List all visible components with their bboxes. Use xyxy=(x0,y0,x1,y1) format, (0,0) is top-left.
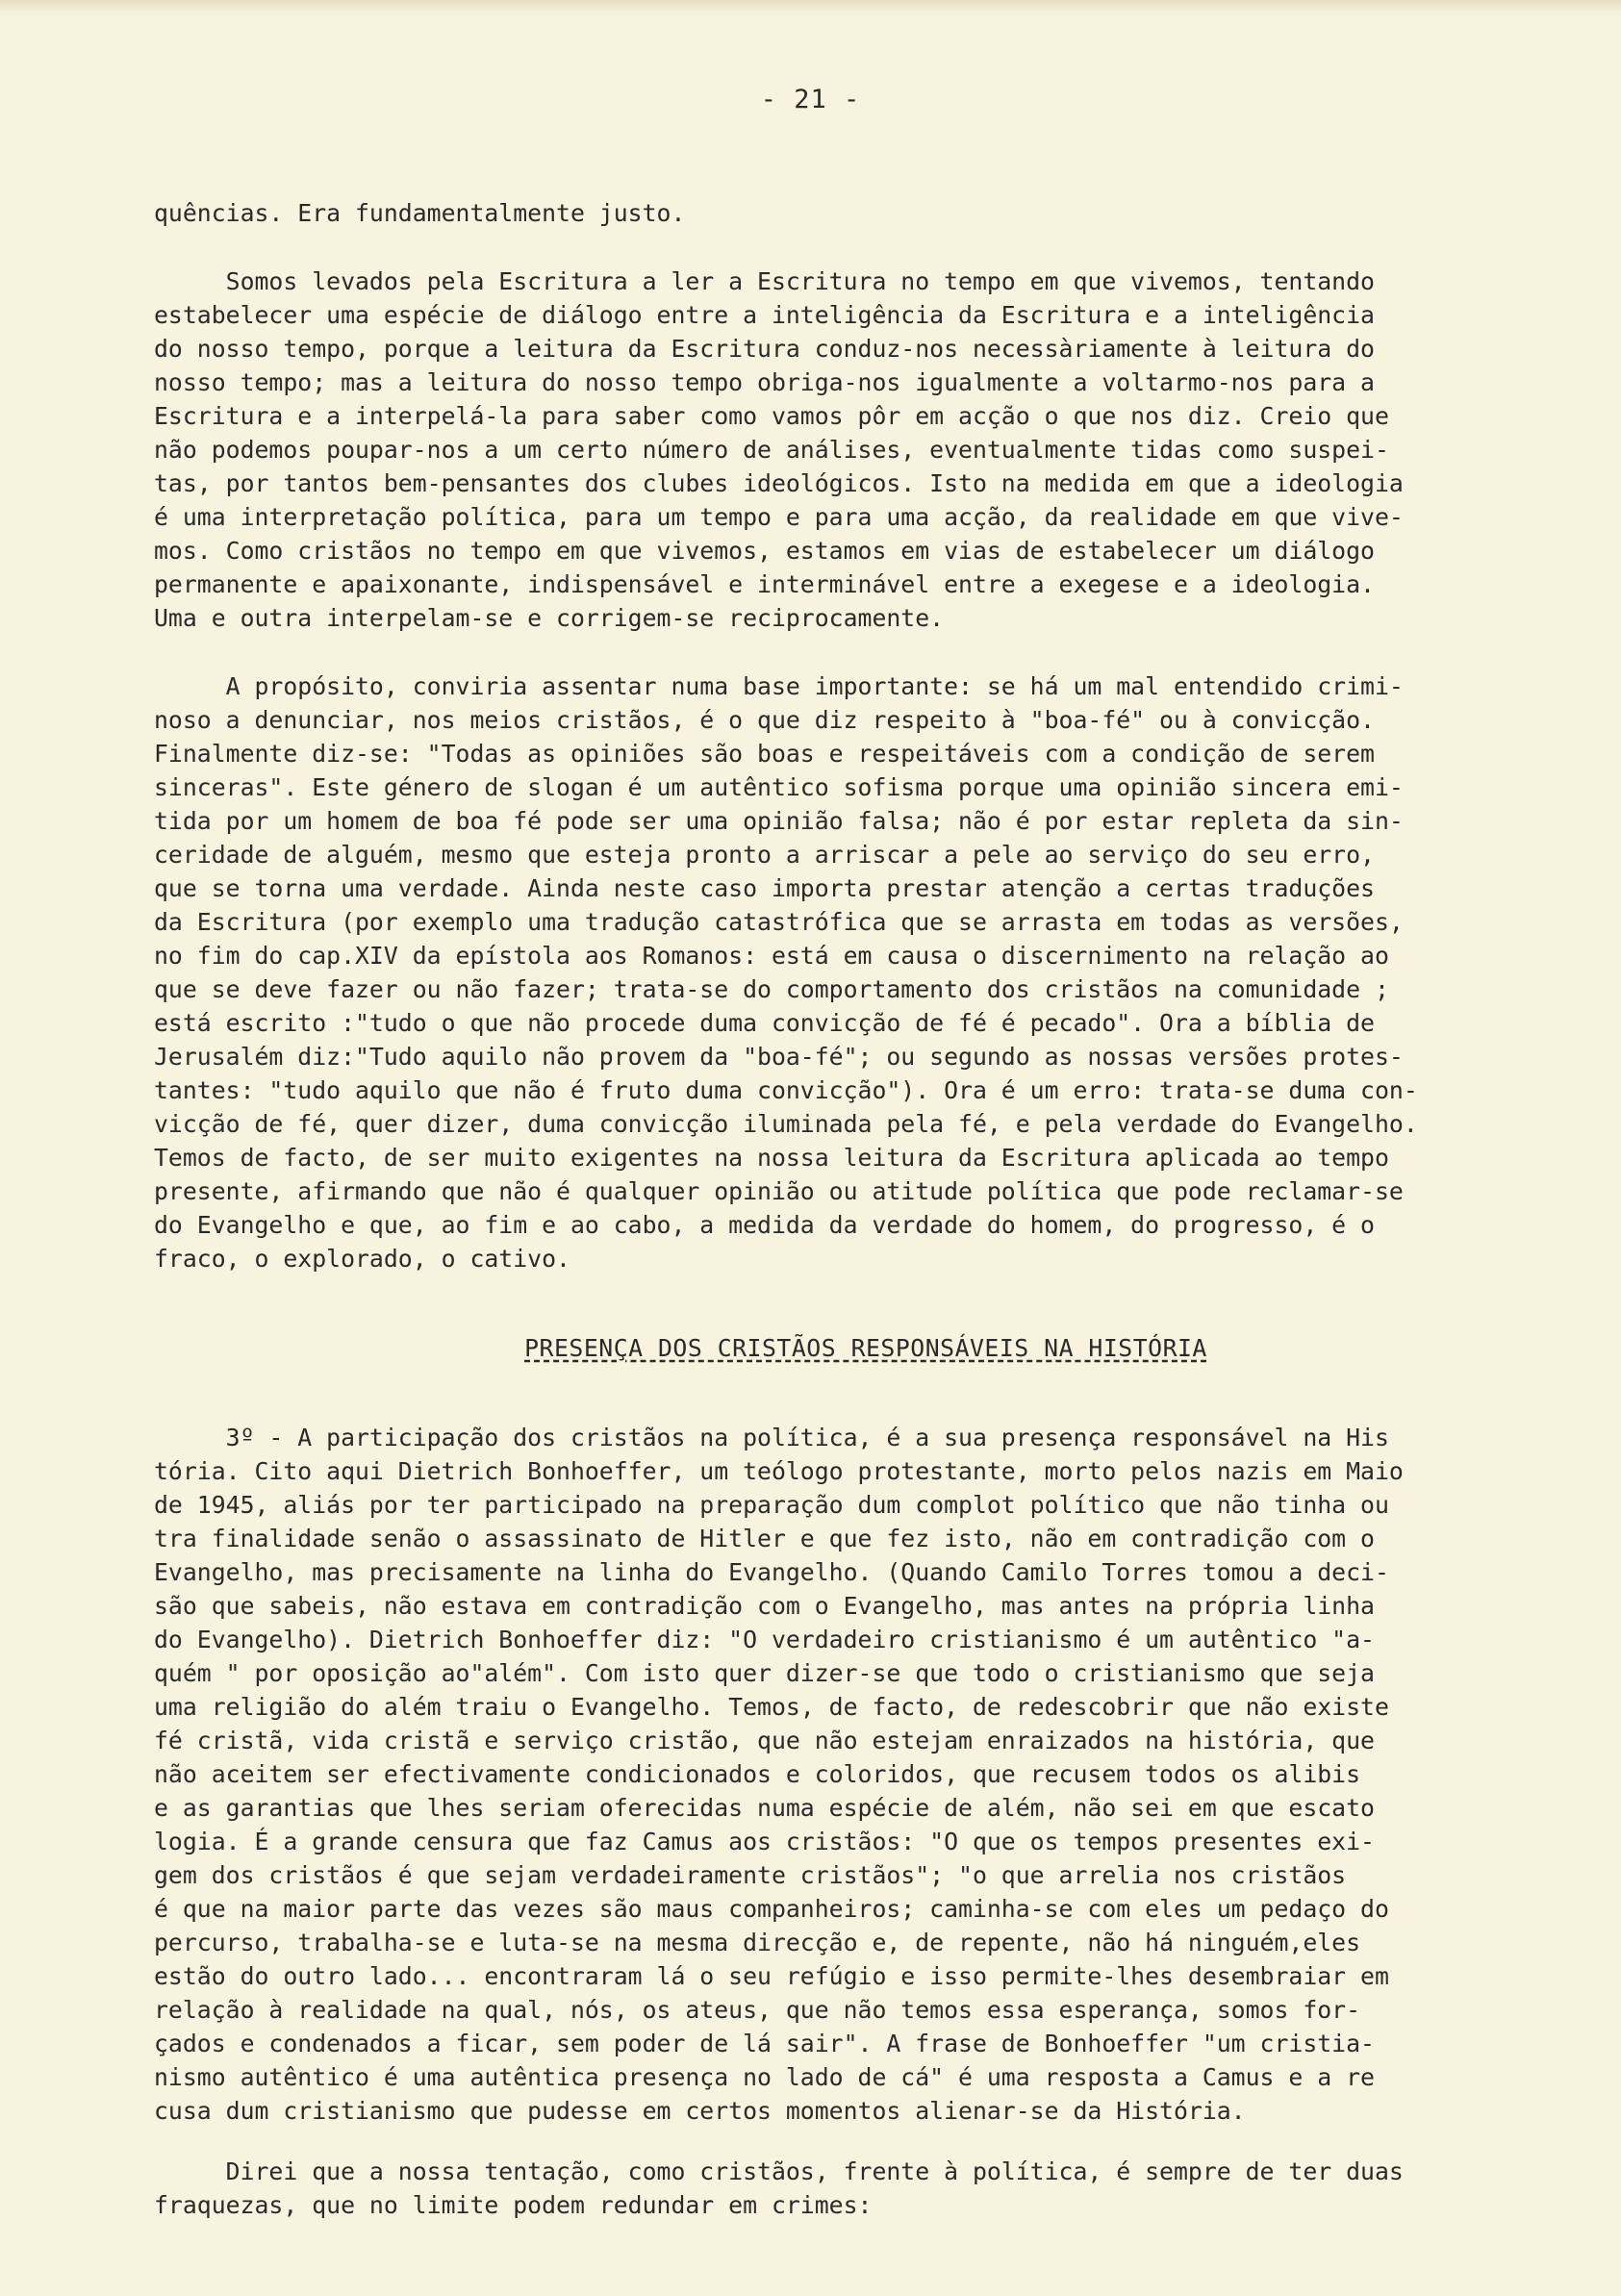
text-line: não podemos poupar-nos a um certo número de análises, eventualmente tidas como suspei- xyxy=(154,436,1389,464)
text-line: fraquezas, que no limite podem redundar em crimes: xyxy=(154,2191,873,2219)
paragraph xyxy=(154,2155,1578,2222)
paragraphs-after-heading xyxy=(154,1421,1578,2222)
text-line: do Evangelho). Dietrich Bonhoeffer diz: "O verdadeiro cristianismo é um autêntico "a- xyxy=(154,1626,1375,1653)
text-line: Somos levados pela Escritura a ler a Escritura no tempo em que vivemos, tentando xyxy=(154,267,1375,295)
text-line: mos. Como cristãos no tempo em que vivemos, estamos em vias de estabelecer um diálogo xyxy=(154,537,1375,565)
text-line: nismo autêntico é uma autêntica presença no lado de cá" é uma resposta a Camus e a re xyxy=(154,2063,1375,2091)
text-line: tantes: "tudo aquilo que não é fruto duma convicção"). Ora é um erro: trata-se duma con- xyxy=(154,1076,1418,1104)
text-line: relação à realidade na qual, nós, os ateus, que não temos essa esperança, somos for- xyxy=(154,1996,1361,2024)
text-line: cusa dum cristianismo que pudesse em certos momentos alienar-se da História. xyxy=(154,2097,1246,2125)
text-line: tida por um homem de boa fé pode ser uma opinião falsa; não é por estar repleta da sin- xyxy=(154,807,1404,835)
text-line: é que na maior parte das vezes são maus companheiros; caminha-se com eles um pedaço do xyxy=(154,1895,1389,1923)
text-line: Evangelho, mas precisamente na linha do Evangelho. (Quando Camilo Torres tomou a deci- xyxy=(154,1558,1389,1586)
text-line: logia. É a grande censura que faz Camus aos cristãos: "O que os tempos presentes exi- xyxy=(154,1828,1375,1855)
text-line: gem dos cristãos é que sejam verdadeiramente cristãos"; "o que arrelia nos cristãos xyxy=(154,1861,1347,1889)
text-line: Escritura e a interpelá-la para saber como vamos pôr em acção o que nos diz. Creio que xyxy=(154,402,1389,430)
text-line: não aceitem ser efectivamente condicionados e coloridos, que recusem todos os alibis xyxy=(154,1760,1361,1788)
text-line: sinceras". Este género de slogan é um autêntico sofisma porque uma opinião sincera emi- xyxy=(154,773,1404,801)
text-line: Temos de facto, de ser muito exigentes na nossa leitura da Escritura aplicada ao tempo xyxy=(154,1144,1389,1172)
text-line: quém " por oposição ao"além". Com isto quer dizer-se que todo o cristianismo que seja xyxy=(154,1659,1375,1687)
text-line: uma religião do além traiu o Evangelho. Temos, de facto, de redescobrir que não existe xyxy=(154,1693,1389,1721)
text-line: percurso, trabalha-se e luta-se na mesma direcção e, de repente, não há ninguém,eles xyxy=(154,1929,1361,1956)
text-line: 3º - A participação dos cristãos na política, é a sua presença responsável na His xyxy=(154,1424,1389,1451)
text-line: Finalmente diz-se: "Todas as opiniões são boas e respeitáveis com a condição de serem xyxy=(154,740,1375,768)
paragraph xyxy=(154,1421,1578,2128)
text-line: vicção de fé, quer dizer, duma convicção iluminada pela fé, e pela verdade do Evangelho. xyxy=(154,1110,1418,1138)
text-line: ceridade de alguém, mesmo que esteja pronto a arriscar a pele ao serviço do seu erro, xyxy=(154,841,1375,869)
text-line: tas, por tantos bem-pensantes dos clubes ideológicos. Isto na medida em que a ideologia xyxy=(154,469,1404,497)
text-line: que se deve fazer ou não fazer; trata-se do comportamento dos cristãos na comunidade ; xyxy=(154,975,1389,1003)
text-line: de 1945, aliás por ter participado na preparação dum complot político que não tinha ou xyxy=(154,1491,1389,1519)
text-line: fraco, o explorado, o cativo. xyxy=(154,1245,570,1273)
text-line: Jerusalém diz:"Tudo aquilo não provem da "boa-fé"; ou segundo as nossas versões protes- xyxy=(154,1043,1404,1071)
page-number: - 21 - xyxy=(760,85,861,114)
text-line: estabelecer uma espécie de diálogo entre a inteligência da Escritura e a inteligência xyxy=(154,301,1375,329)
text-line: noso a denunciar, nos meios cristãos, é o que diz respeito à "boa-fé" ou à convicção. xyxy=(154,706,1375,734)
paragraphs-before-heading xyxy=(154,196,1578,1275)
text-line: tra finalidade senão o assassinato de Hitler e que fez isto, não em contradição com o xyxy=(154,1525,1375,1552)
paragraph xyxy=(154,196,1578,230)
text-line: tória. Cito aqui Dietrich Bonhoeffer, um teólogo protestante, morto pelos nazis em Maio xyxy=(154,1457,1404,1485)
text-line: A propósito, conviria assentar numa base importante: se há um mal entendido crimi- xyxy=(154,672,1404,700)
text-line: do Evangelho e que, ao fim e ao cabo, a medida da verdade do homem, do progresso, é o xyxy=(154,1211,1375,1239)
text-line: da Escritura (por exemplo uma tradução catastrófica que se arrasta em todas as versões, xyxy=(154,908,1404,936)
document-body xyxy=(154,196,1578,2222)
text-line: permanente e apaixonante, indispensável e interminável entre a exegese e a ideologia. xyxy=(154,570,1375,598)
section-heading: PRESENÇA DOS CRISTÃOS RESPONSÁVEIS NA HISTÓRIA xyxy=(524,1334,1207,1362)
text-line: no fim do cap.XIV da epístola aos Romanos: está em causa o discernimento na relação ao xyxy=(154,942,1389,970)
text-line: do nosso tempo, porque a leitura da Escritura conduz-nos necessàriamente à leitura do xyxy=(154,335,1375,363)
text-line: e as garantias que lhes seriam oferecidas numa espécie de além, não sei em que escato xyxy=(154,1794,1375,1822)
text-line: Direi que a nossa tentação, como cristãos, frente à política, é sempre de ter duas xyxy=(154,2157,1404,2185)
text-line: é uma interpretação política, para um tempo e para uma acção, da realidade em que vive- xyxy=(154,503,1404,531)
paragraph xyxy=(154,669,1578,1275)
text-line: está escrito :"tudo o que não procede duma convicção de fé é pecado". Ora a bíblia de xyxy=(154,1009,1375,1037)
paragraph xyxy=(154,265,1578,635)
text-line: são que sabeis, não estava em contradição com o Evangelho, mas antes na própria linha xyxy=(154,1592,1375,1620)
text-line: Uma e outra interpelam-se e corrigem-se reciprocamente. xyxy=(154,604,945,632)
text-line: que se torna uma verdade. Ainda neste caso importa prestar atenção a certas traduções xyxy=(154,874,1375,902)
page-top-edge xyxy=(0,0,1621,13)
text-line: çados e condenados a ficar, sem poder de lá sair". A frase de Bonhoeffer "um cristia- xyxy=(154,2030,1375,2057)
text-line: presente, afirmando que não é qualquer opinião ou atitude política que pode reclamar-se xyxy=(154,1177,1404,1205)
section-heading-container xyxy=(154,1331,1578,1365)
text-line: fé cristã, vida cristã e serviço cristão, que não estejam enraizados na história, que xyxy=(154,1727,1375,1754)
text-line: estão do outro lado... encontraram lá o seu refúgio e isso permite-lhes desembraiar em xyxy=(154,1962,1389,1990)
text-line: nosso tempo; mas a leitura do nosso tempo obriga-nos igualmente a voltarmo-nos para a xyxy=(154,368,1375,396)
text-line: quências. Era fundamentalmente justo. xyxy=(154,199,686,227)
